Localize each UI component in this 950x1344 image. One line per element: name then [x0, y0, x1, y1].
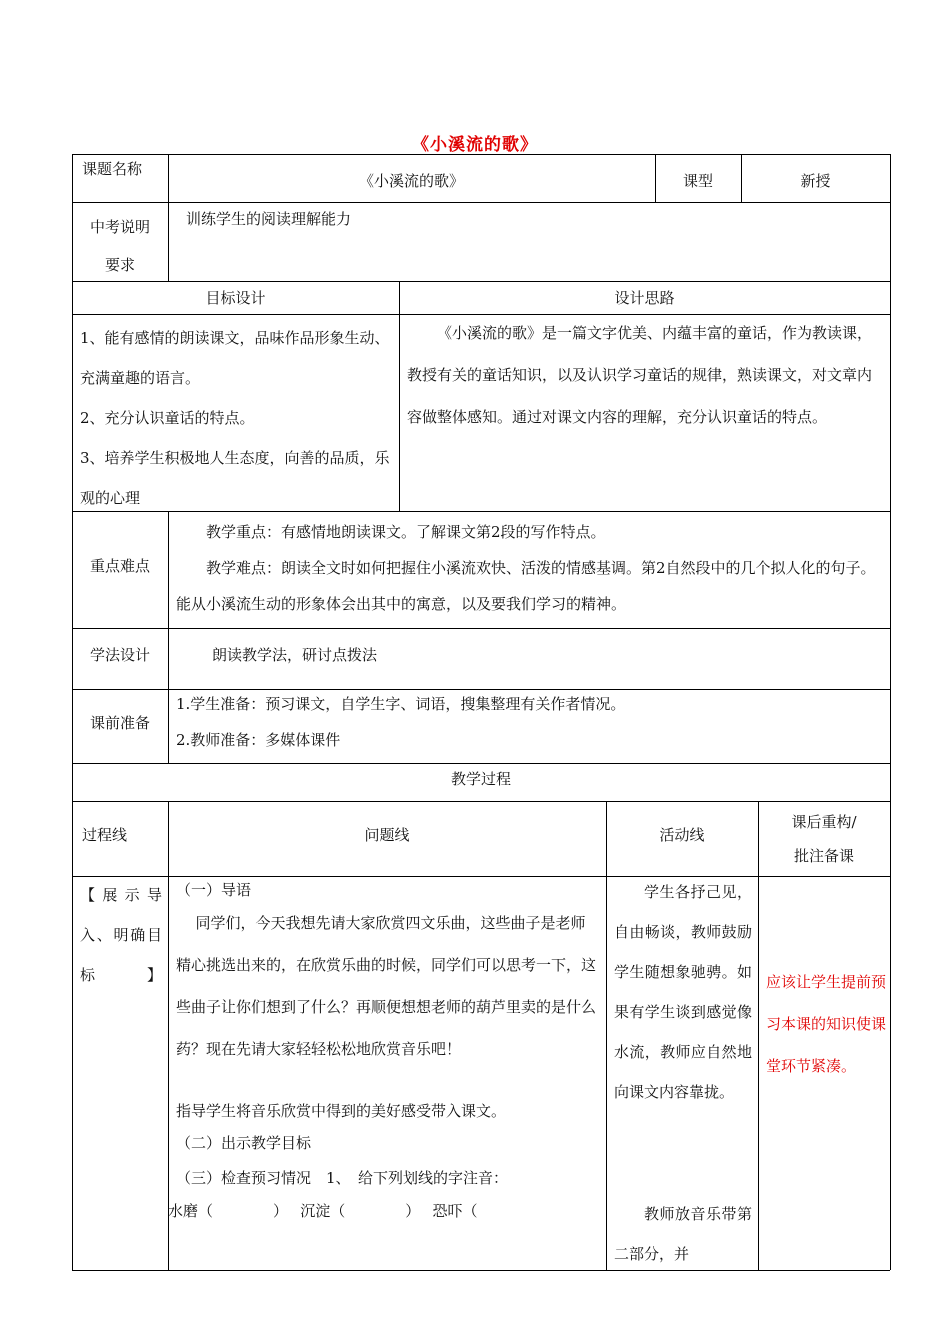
lesson-type-value: 新授 [800, 172, 831, 190]
exam-requirement-value: 训练学生的阅读理解能力 [186, 210, 352, 228]
method-value: 朗读教学法，研讨点拨法 [212, 646, 378, 664]
lesson-type-label: 课型 [682, 172, 713, 190]
goals-list [80, 318, 392, 518]
goal-item-1: 1、能有感情的朗读课文，品味作品形象生动、充满童趣的语言。 [80, 329, 390, 387]
col-notes [758, 805, 890, 873]
activity-text-2: 教师放音乐带第二部分，并 [614, 1205, 752, 1263]
design-idea-header: 设计思路 [614, 289, 675, 307]
preparation-label: 课前准备 [89, 714, 150, 732]
activity-text-1: 学生各抒己见，自由畅谈，教师鼓励学生随想象驰骋。如果有学生谈到感觉像水流，教师应自然地向课文内容靠拢。 [614, 883, 752, 1101]
topic-label: 课题名称 [82, 160, 143, 178]
goals-header: 目标设计 [205, 289, 266, 307]
exam-requirement-label [72, 208, 168, 284]
guide-text: 指导学生将音乐欣赏中得到的美好感受带入课文。 [176, 1102, 507, 1120]
student-preparation: 1.学生准备：预习课文，自学生字、词语，搜集整理有关作者情况。 [176, 695, 626, 713]
stage-label: 【展示导入、明确目标】 [80, 886, 162, 984]
goal-heading: （二）出示教学目标 [176, 1134, 312, 1152]
col-activity: 活动线 [659, 826, 705, 844]
topic-value: 《小溪流的歌》 [358, 172, 464, 190]
teaching-difficulty: 教学难点：朗读全文时如何把握住小溪流欢快、活泼的情感基调。第2自然段中的几个拟人化的句子。能从小溪流生动的形象体会出其中的寓意，以及要我们学习的精神。 [176, 559, 876, 613]
phonetics-line: 水磨（ ） 沉淀（ ） 恐吓（ [168, 1202, 478, 1220]
exam-label-line2: 要求 [104, 256, 135, 274]
intro-text: 同学们，今天我想先请大家欣赏四文乐曲，这些曲子是老师精心挑选出来的，在欣赏乐曲的时候，同学们可以思考一下，这些曲子让你们想到了什么？再顺便想想老师的葫芦里卖的是什么药？现在先请大家轻轻松松地欣赏音乐吧！ [176, 914, 597, 1058]
col-question: 问题线 [364, 826, 410, 844]
col-process: 过程线 [82, 826, 128, 844]
intro-heading: （一）导语 [176, 881, 252, 899]
key-points-label: 重点难点 [89, 557, 150, 575]
goal-item-3: 3、培养学生积极地人生态度，向善的品质，乐观的心理 [80, 449, 390, 507]
check-heading: （三）检查预习情况 1、 给下列划线的字注音： [176, 1169, 509, 1187]
exam-label-line1: 中考说明 [89, 218, 150, 236]
method-label: 学法设计 [89, 646, 150, 664]
col-notes-line2: 批注备课 [793, 847, 854, 865]
document-title: 《小溪流的歌》 [412, 135, 538, 155]
teaching-focus: 教学重点：有感情地朗读课文。了解课文第2段的写作特点。 [206, 523, 606, 541]
design-idea-text: 《小溪流的歌》是一篇文字优美、内蕴丰富的童话，作为教读课，教授有关的童话知识，以及认识学习童话的规律，熟读课文，对文章内容做整体感知。通过对课文内容的理解，充分认识童话的特点。 [407, 324, 873, 426]
process-header: 教学过程 [450, 770, 511, 788]
question-column [168, 880, 600, 1226]
col-notes-line1: 课后重构/ [791, 813, 857, 831]
revision-note: 应该让学生提前预习本课的知识使课堂环节紧凑。 [766, 973, 887, 1075]
goal-item-2: 2、充分认识童话的特点。 [80, 409, 255, 427]
teacher-preparation: 2.教师准备：多媒体课件 [176, 731, 341, 749]
